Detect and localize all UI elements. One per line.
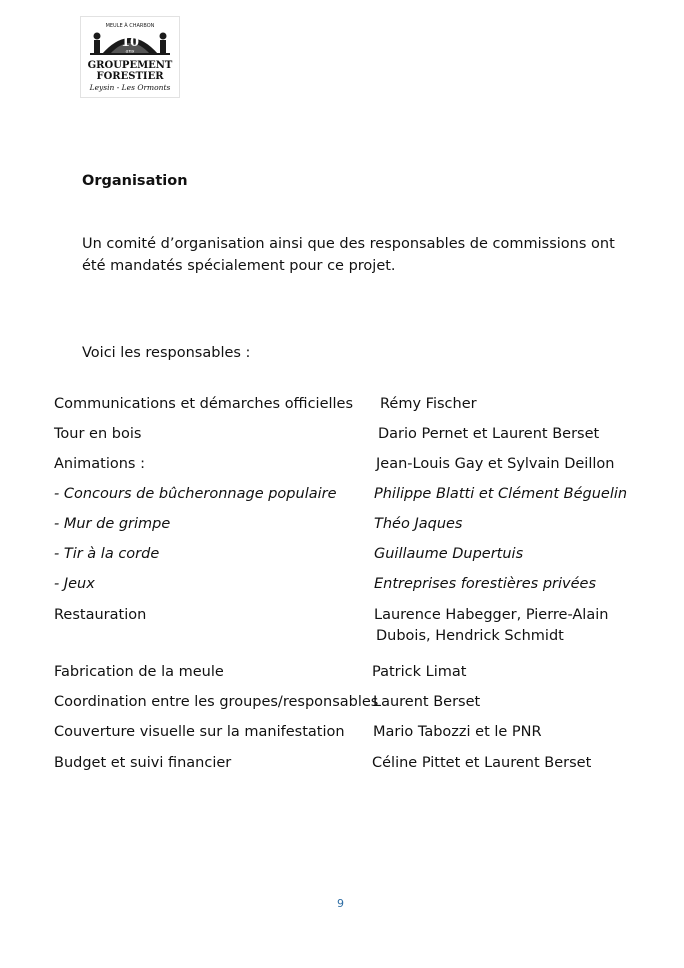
intro-line-2: été mandatés spécialement pour ce projet. bbox=[82, 258, 396, 274]
person-name: Guillaume Dupertuis bbox=[374, 546, 524, 562]
person-name: Dario Pernet et Laurent Berset bbox=[378, 426, 600, 442]
groupement-forestier-logo bbox=[80, 16, 180, 98]
logo-line2: FORESTIER bbox=[96, 71, 164, 82]
logo-years: ans bbox=[125, 48, 135, 55]
role-label: Budget et suivi financier bbox=[54, 755, 232, 771]
list-item bbox=[54, 516, 463, 532]
person-name: Céline Pittet et Laurent Berset bbox=[372, 755, 592, 771]
person-name: Entreprises forestières privées bbox=[374, 576, 597, 592]
person-name: Laurence Habegger, Pierre-Alain bbox=[374, 607, 609, 623]
person-name: Philippe Blatti et Clément Béguelin bbox=[374, 486, 628, 502]
responsables-lead: Voici les responsables : bbox=[82, 345, 251, 361]
logo-line3: Leysin - Les Ormonts bbox=[89, 83, 171, 92]
role-label: Communications et démarches officielles bbox=[54, 396, 354, 412]
role-label: Animations : bbox=[54, 456, 145, 472]
role-label: - Tir à la corde bbox=[54, 546, 160, 562]
section-heading: Organisation bbox=[82, 173, 188, 189]
person-name: Théo Jaques bbox=[374, 516, 463, 532]
list-item bbox=[54, 607, 609, 644]
role-label: Fabrication de la meule bbox=[54, 664, 224, 680]
role-label: Tour en bois bbox=[54, 426, 142, 442]
list-item bbox=[54, 486, 628, 502]
role-label: - Mur de grimpe bbox=[54, 516, 171, 532]
person-name: Patrick Limat bbox=[372, 664, 467, 680]
person-name: Mario Tabozzi et le PNR bbox=[373, 724, 542, 740]
list-item bbox=[54, 396, 477, 412]
role-label: - Jeux bbox=[54, 576, 95, 592]
person-name-continued: Dubois, Hendrick Schmidt bbox=[376, 628, 564, 644]
list-item bbox=[54, 546, 524, 562]
logo bbox=[80, 16, 180, 98]
list-item bbox=[54, 426, 600, 442]
list-item bbox=[54, 664, 467, 680]
logo-line1: GROUPEMENT bbox=[87, 60, 173, 71]
intro-line-1: Un comité d’organisation ainsi que des responsables de commissions ont bbox=[82, 236, 615, 252]
person-name: Rémy Fischer bbox=[380, 396, 477, 412]
list-item bbox=[54, 456, 615, 472]
intro-paragraph bbox=[82, 233, 615, 277]
role-label: - Concours de bûcheronnage populaire bbox=[54, 486, 337, 502]
person-name: Jean-Louis Gay et Sylvain Deillon bbox=[376, 456, 615, 472]
role-label: Couverture visuelle sur la manifestation bbox=[54, 724, 345, 740]
list-item bbox=[54, 755, 592, 771]
list-item bbox=[54, 694, 481, 710]
role-label: Restauration bbox=[54, 607, 147, 623]
logo-number: 10 bbox=[120, 35, 140, 50]
page-number: 9 bbox=[337, 897, 344, 910]
role-label: Coordination entre les groupes/responsables bbox=[54, 694, 379, 710]
logo-top-text: MEULE À CHARBON bbox=[105, 23, 155, 29]
person-name: Laurent Berset bbox=[373, 694, 481, 710]
list-item bbox=[54, 724, 542, 740]
list-item bbox=[54, 576, 597, 592]
